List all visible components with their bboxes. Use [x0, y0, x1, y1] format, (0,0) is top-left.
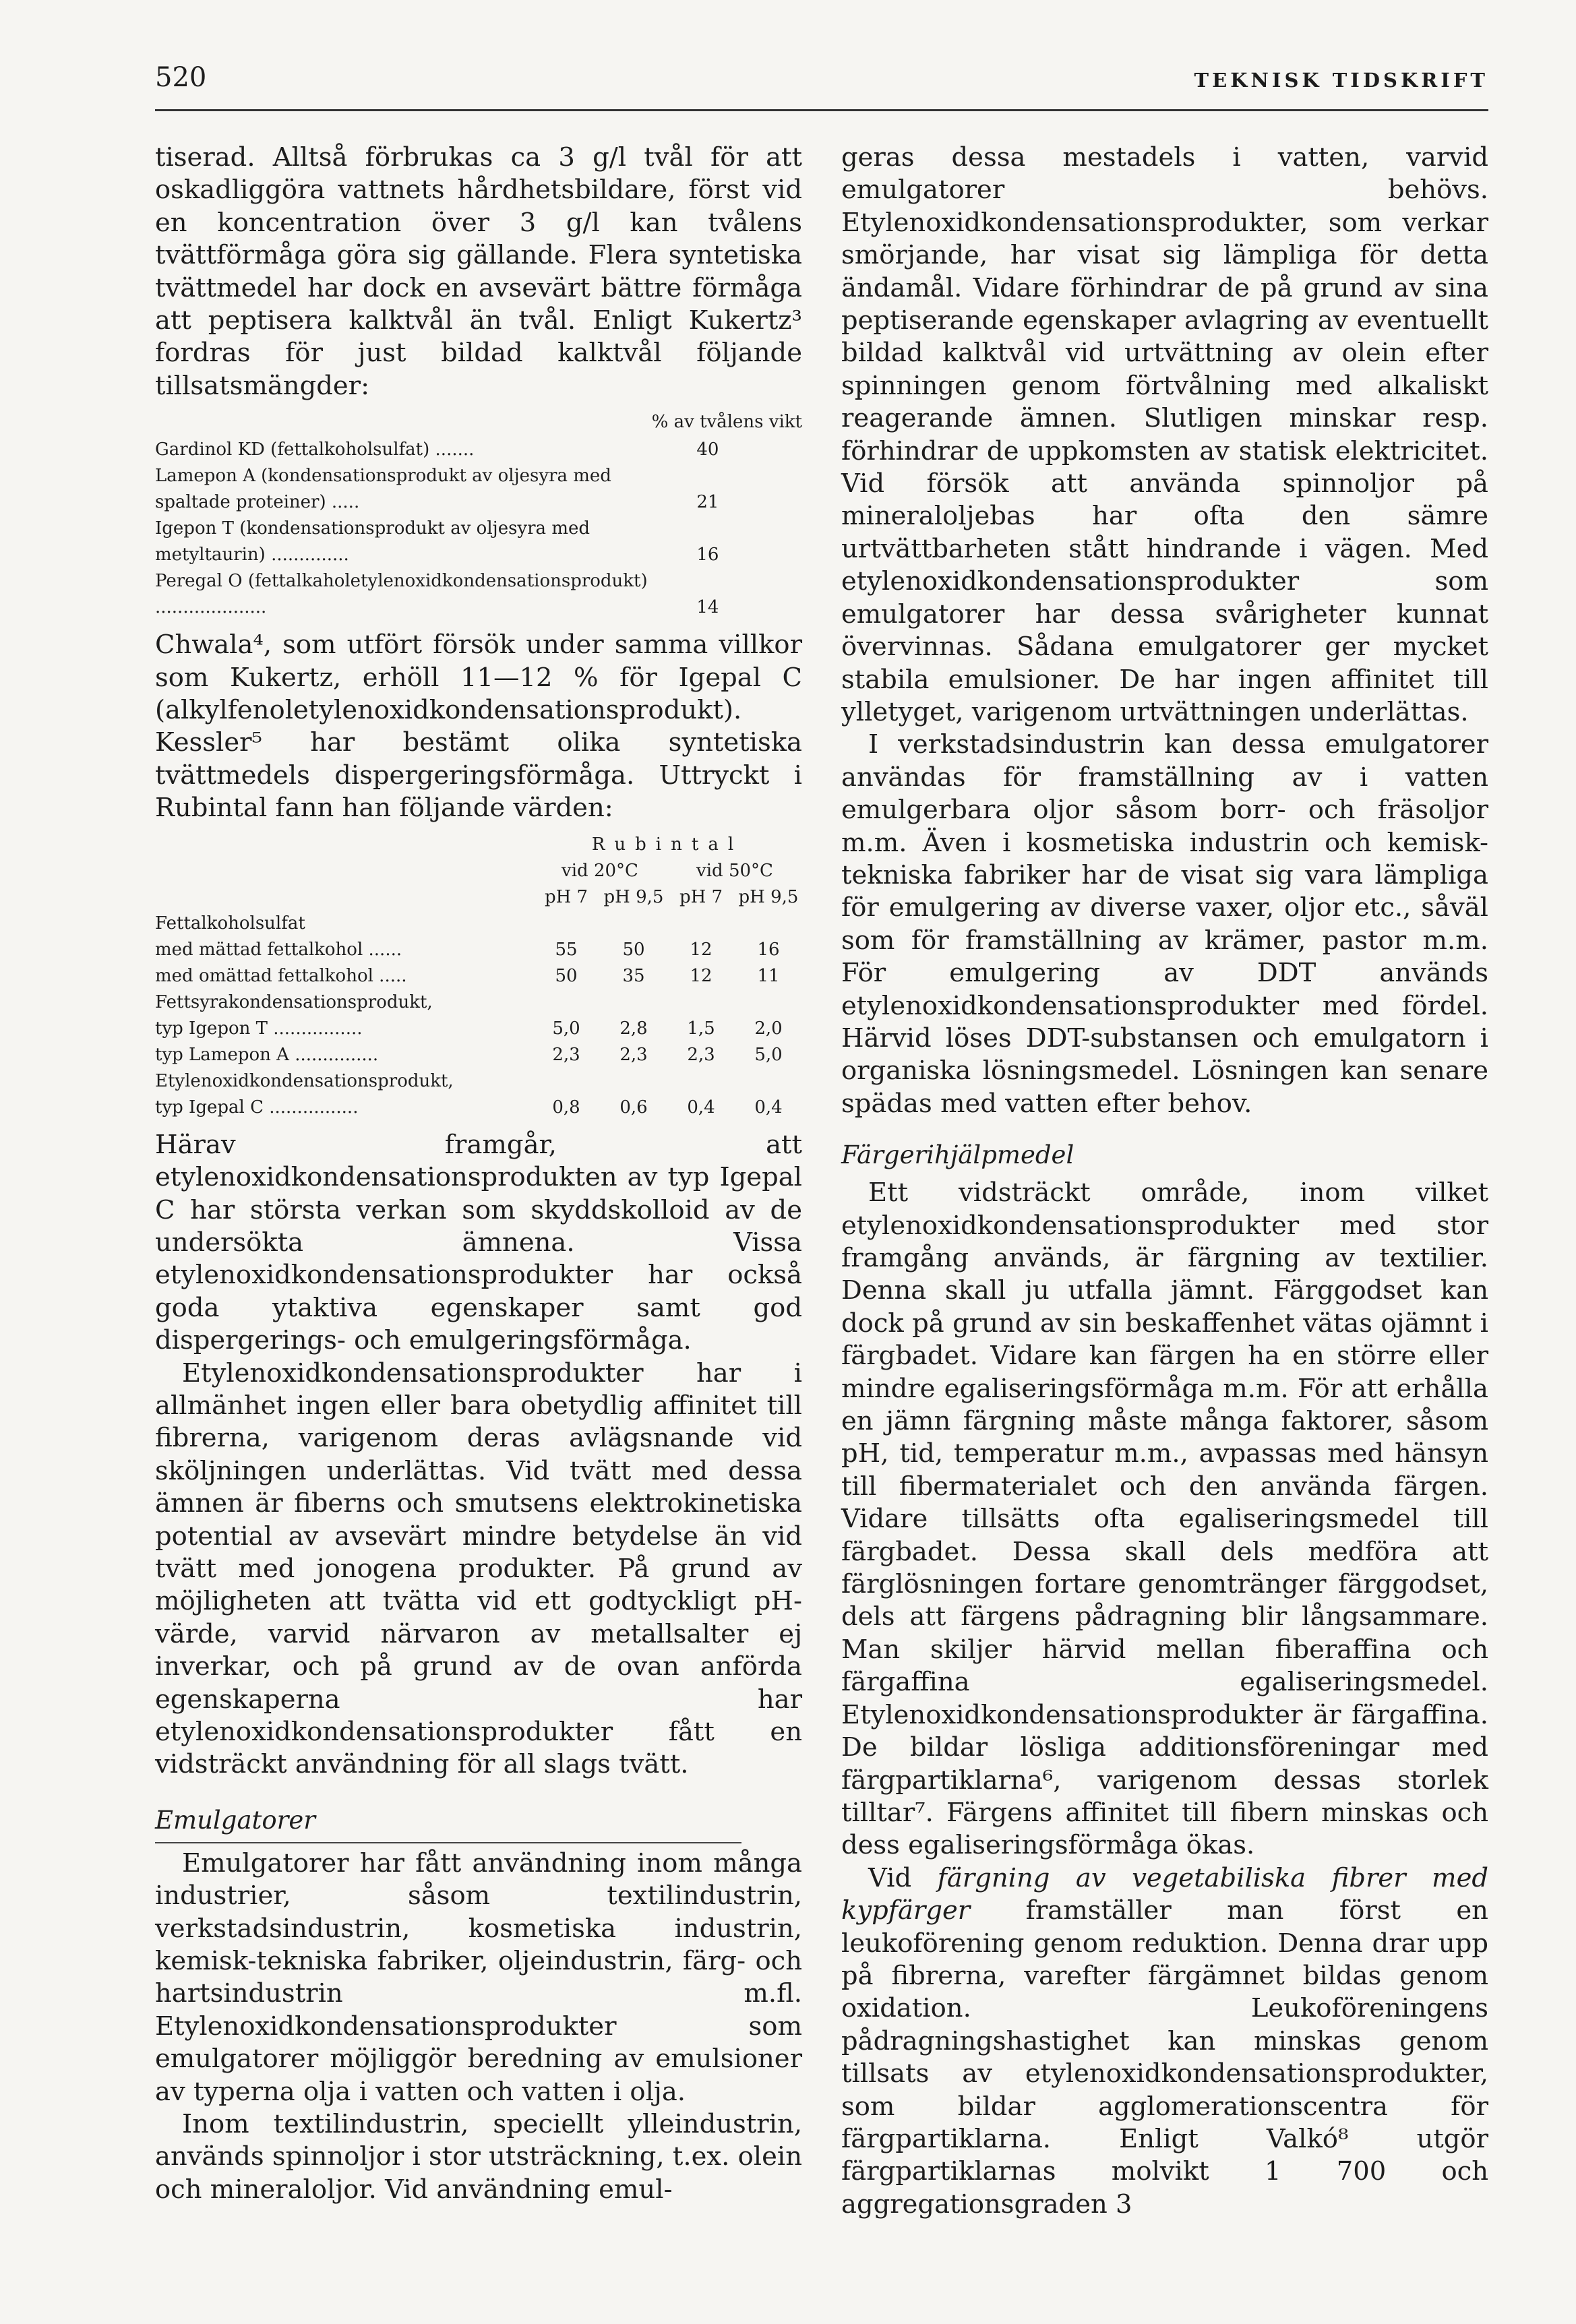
row-label: Igepon T (kondensationsprodukt av oljesyra med metyltaurin) .............. — [155, 518, 590, 565]
temp-header: vid 20°C — [562, 860, 638, 881]
ph-header: pH 9,5 — [603, 886, 664, 907]
paragraph: Härav framgår, att etylenoxidkondensationsprodukten av typ Igepal C har största verkan som skyddskolloid av de undersökta ämnena. Vissa etylenoxidkondensationsprodukter har också goda ytaktiva egenskaper samt god dispergerings- och emulgeringsförmåga. — [155, 1129, 802, 1356]
cell: 0,6 — [619, 1097, 648, 1118]
cell: 12 — [690, 939, 713, 960]
group-label: Fettalkoholsulfat — [155, 913, 305, 934]
cell: 2,3 — [552, 1044, 580, 1065]
cell: 5,0 — [552, 1018, 580, 1039]
italic-phrase: färgning av vegetabiliska fibrer med kypfärger — [841, 1862, 1488, 1926]
page-number: 520 — [155, 62, 207, 93]
paragraph: Kessler⁵ har bestämt olika syntetiska tvättmedels dispergeringsförmåga. Uttryckt i Rubintal fann han följande värden: — [155, 727, 802, 824]
cell: 55 — [555, 939, 578, 960]
cell: 2,0 — [754, 1018, 783, 1039]
paragraph — [841, 1862, 1488, 2221]
cell: 2,3 — [687, 1044, 715, 1065]
row-label: Gardinol KD (fettalkoholsulfat) ....... — [155, 439, 475, 460]
cell: 1,5 — [687, 1018, 715, 1039]
row-value: 21 — [696, 492, 719, 513]
cell: 0,4 — [754, 1097, 783, 1118]
ph-header: pH 7 — [679, 886, 723, 907]
cell: 0,4 — [687, 1097, 715, 1118]
paragraph: Chwala⁴, som utfört försök under samma villkor som Kukertz, erhöll 11—12 % för Igepal C (alkylfenoletylenoxidkondensationsprodukt). — [155, 630, 802, 726]
paragraph: tiserad. Alltså förbrukas ca 3 g/l tvål för att oskadliggöra vattnets hårdhetsbildare, först vid en koncentration över 3 g/l kan tvålens tvättförmåga göra sig gällande. Flera syntetiska tvättmedel har dock en avsevärt bättre förmåga att peptisera kalktvål än tvål. Enligt Kukertz³ fordras för just bildad kalktvål följande tillsatsmängder: — [155, 142, 802, 401]
rubintal-title: Rubintal — [591, 834, 744, 855]
row-label: Lamepon A (kondensationsprodukt av oljesyra med spaltade proteiner) ..... — [155, 466, 611, 513]
cell: 35 — [622, 965, 645, 986]
right-column — [841, 142, 1488, 2221]
group-label: Fettsyrakondensationsprodukt, — [155, 991, 433, 1012]
cell: 11 — [757, 965, 780, 986]
section-rule — [155, 1842, 741, 1843]
table-row — [155, 463, 802, 516]
text-run: Vid — [868, 1862, 912, 1893]
paragraph: Emulgatorer har fått användning inom många industrier, såsom textilindustrin, verkstadsindustrin, kosmetiska industrin, kemisk-tekniska fabriker, oljeindustrin, färg- och hartsindustrin m.fl. Etylenoxidkondensationsprodukter som emulgatorer möjliggör beredning av emulsioner av typerna olja i vatten och vatten i olja. — [155, 1847, 802, 2107]
paragraph: geras dessa mestadels i vatten, varvid emulgatorer behövs. Etylenoxidkondensationsprodukter, som verkar smörjande, har visat sig lämpliga för detta ändamål. Vidare förhindrar de på grund av sina peptiserande egenskaper avlagring av eventuellt bildad kalktvål vid urtvättning av olein efter spinningen genom förtvålning med alkaliskt reagerande ämnen. Slutligen minskar resp. förhindrar de uppkomsten av statisk elektricitet. Vid försök att använda spinnoljor på mineraloljebas har ofta den sämre urtvättbarheten stått hindrande i vägen. Med etylenoxidkondensationsprodukter som emulgatorer har dessa svårigheter kunnat övervinnas. Sådana emulgatorer ger mycket stabila emulsioner. De har ingen affinitet till ylletyget, varigenom urtvättningen underlättas. — [841, 142, 1488, 727]
table-row — [155, 937, 802, 963]
temp-header: vid 50°C — [696, 860, 773, 881]
row-value: 14 — [696, 597, 719, 618]
paragraph: Ett vidsträckt område, inom vilket etylenoxidkondensationsprodukter med stor framgång används, är färgning av textilier. Denna skall ju utfalla jämnt. Färggodset kan dock på grund av sin beskaffenhet vätas ojämnt i färgbadet. Vidare kan färgen ha en större eller mindre egaliseringsförmåga m.m. För att erhålla en jämn färgning måste många faktorer, såsom pH, tid, temperatur m.m., avpassas med hänsyn till fibermaterialet och den använda färgen. Vidare tillsätts ofta egaliseringsmedel till färgbadet. Dessa skall dels medföra att färglösningen fortare genomtränger färggodset, dels att färgens pådragning blir långsammare. Man skiljer härvid mellan fiberaffina och färgaffina egaliseringsmedel. Etylenoxidkondensationsprodukter är färgaffina. De bildar lösliga additionsföreningar med färgpartiklarna⁶, varigenom dessas storlek tilltar⁷. Färgens affinitet till fibern minskas och dess egaliseringsförmåga ökas. — [841, 1178, 1488, 1861]
section-heading-fargerihjalpmedel: Färgerihjälpmedel — [841, 1140, 1074, 1170]
paragraph: Inom textilindustrin, speciellt ylleindustrin, används spinnoljor i stor utsträckning, t.ex. olein och mineraloljor. Vid användning emul- — [155, 2109, 802, 2205]
group-label: Etylenoxidkondensationsprodukt, — [155, 1070, 454, 1091]
paragraph: I verkstadsindustrin kan dessa emulgatorer användas för framställning av i vatten emulgerbara oljor såsom borr- och fräsoljor m.m. Även i kosmetiska industrin och kemisk-tekniska fabriker har de visat sig vara lämpliga för emulgering av diverse vaxer, oljor etc., såväl som för framställning av krämer, pastor m.m. För emulgering av DDT används etylenoxidkondensationsprodukter med fördel. Härvid löses DDT-substansen och emulgatorn i organiska lösningsmedel. Lösningen kan senare spädas med vatten efter behov. — [841, 729, 1488, 1119]
table-row — [155, 963, 802, 989]
row-label: typ Lamepon A ............... — [155, 1044, 379, 1065]
text-run: framställer man först en leukoförening genom reduktion. Denna drar upp på fibrerna, varefter färgämnet bildas genom oxidation. Leukoföreningens pådragningshastighet kan minskas genom tillsats av etylenoxidkondensationsprodukter, som bildar agglomerationscentra för färgpartiklarna. Enligt Valkó⁸ utgör färgpartiklarnas molvikt 1 700 och aggregationsgraden 3 — [841, 1895, 1488, 2220]
cell: 50 — [555, 965, 578, 986]
table-row — [155, 1016, 802, 1042]
table-row — [155, 1042, 802, 1068]
cell: 50 — [622, 939, 645, 960]
table-row — [155, 437, 802, 463]
ph-header: pH 9,5 — [738, 886, 799, 907]
cell: 5,0 — [754, 1044, 783, 1065]
table-row — [155, 568, 802, 621]
row-label: typ Igepon T ................ — [155, 1018, 363, 1039]
cell: 12 — [690, 965, 713, 986]
row-value: 40 — [696, 439, 719, 460]
additive-table — [155, 409, 802, 621]
row-label: med omättad fettalkohol ..... — [155, 965, 407, 986]
cell: 2,3 — [619, 1044, 648, 1065]
row-label: Peregal O (fettalkaholetylenoxidkondensationsprodukt) .................... — [155, 571, 648, 618]
rubintal-header — [155, 832, 802, 911]
journal-title: TEKNISK TIDSKRIFT — [1194, 69, 1488, 92]
cell: 2,8 — [619, 1018, 648, 1039]
table-row — [155, 1095, 802, 1121]
rubintal-table — [155, 832, 802, 1121]
ph-header: pH 7 — [544, 886, 588, 907]
left-column — [155, 142, 802, 2206]
cell: 16 — [757, 939, 780, 960]
row-value: 16 — [696, 545, 719, 565]
table-unit-header: % av tvålens vikt — [651, 412, 802, 433]
page-header — [155, 62, 1488, 111]
section-heading-emulgatorer: Emulgatorer — [155, 1805, 315, 1835]
row-label: typ Igepal C ................ — [155, 1097, 359, 1118]
row-label: med mättad fettalkohol ...... — [155, 939, 402, 960]
paragraph: Etylenoxidkondensationsprodukter har i allmänhet ingen eller bara obetydlig affinitet till fibrerna, varigenom deras avlägsnande vid sköljningen underlättas. Vid tvätt med dessa ämnen är fiberns och smutsens elektrokinetiska potential av avsevärt mindre betydelse än vid tvätt med jonogena produkter. På grund av möjligheten att tvätta vid ett godtyckligt pH-värde, varvid närvaron av metallsalter ej inverkar, och på grund av de ovan anförda egenskaperna har etylenoxidkondensationsprodukter fått en vidsträckt användning för all slags tvätt. — [155, 1357, 802, 1780]
table-row — [155, 516, 802, 568]
cell: 0,8 — [552, 1097, 580, 1118]
